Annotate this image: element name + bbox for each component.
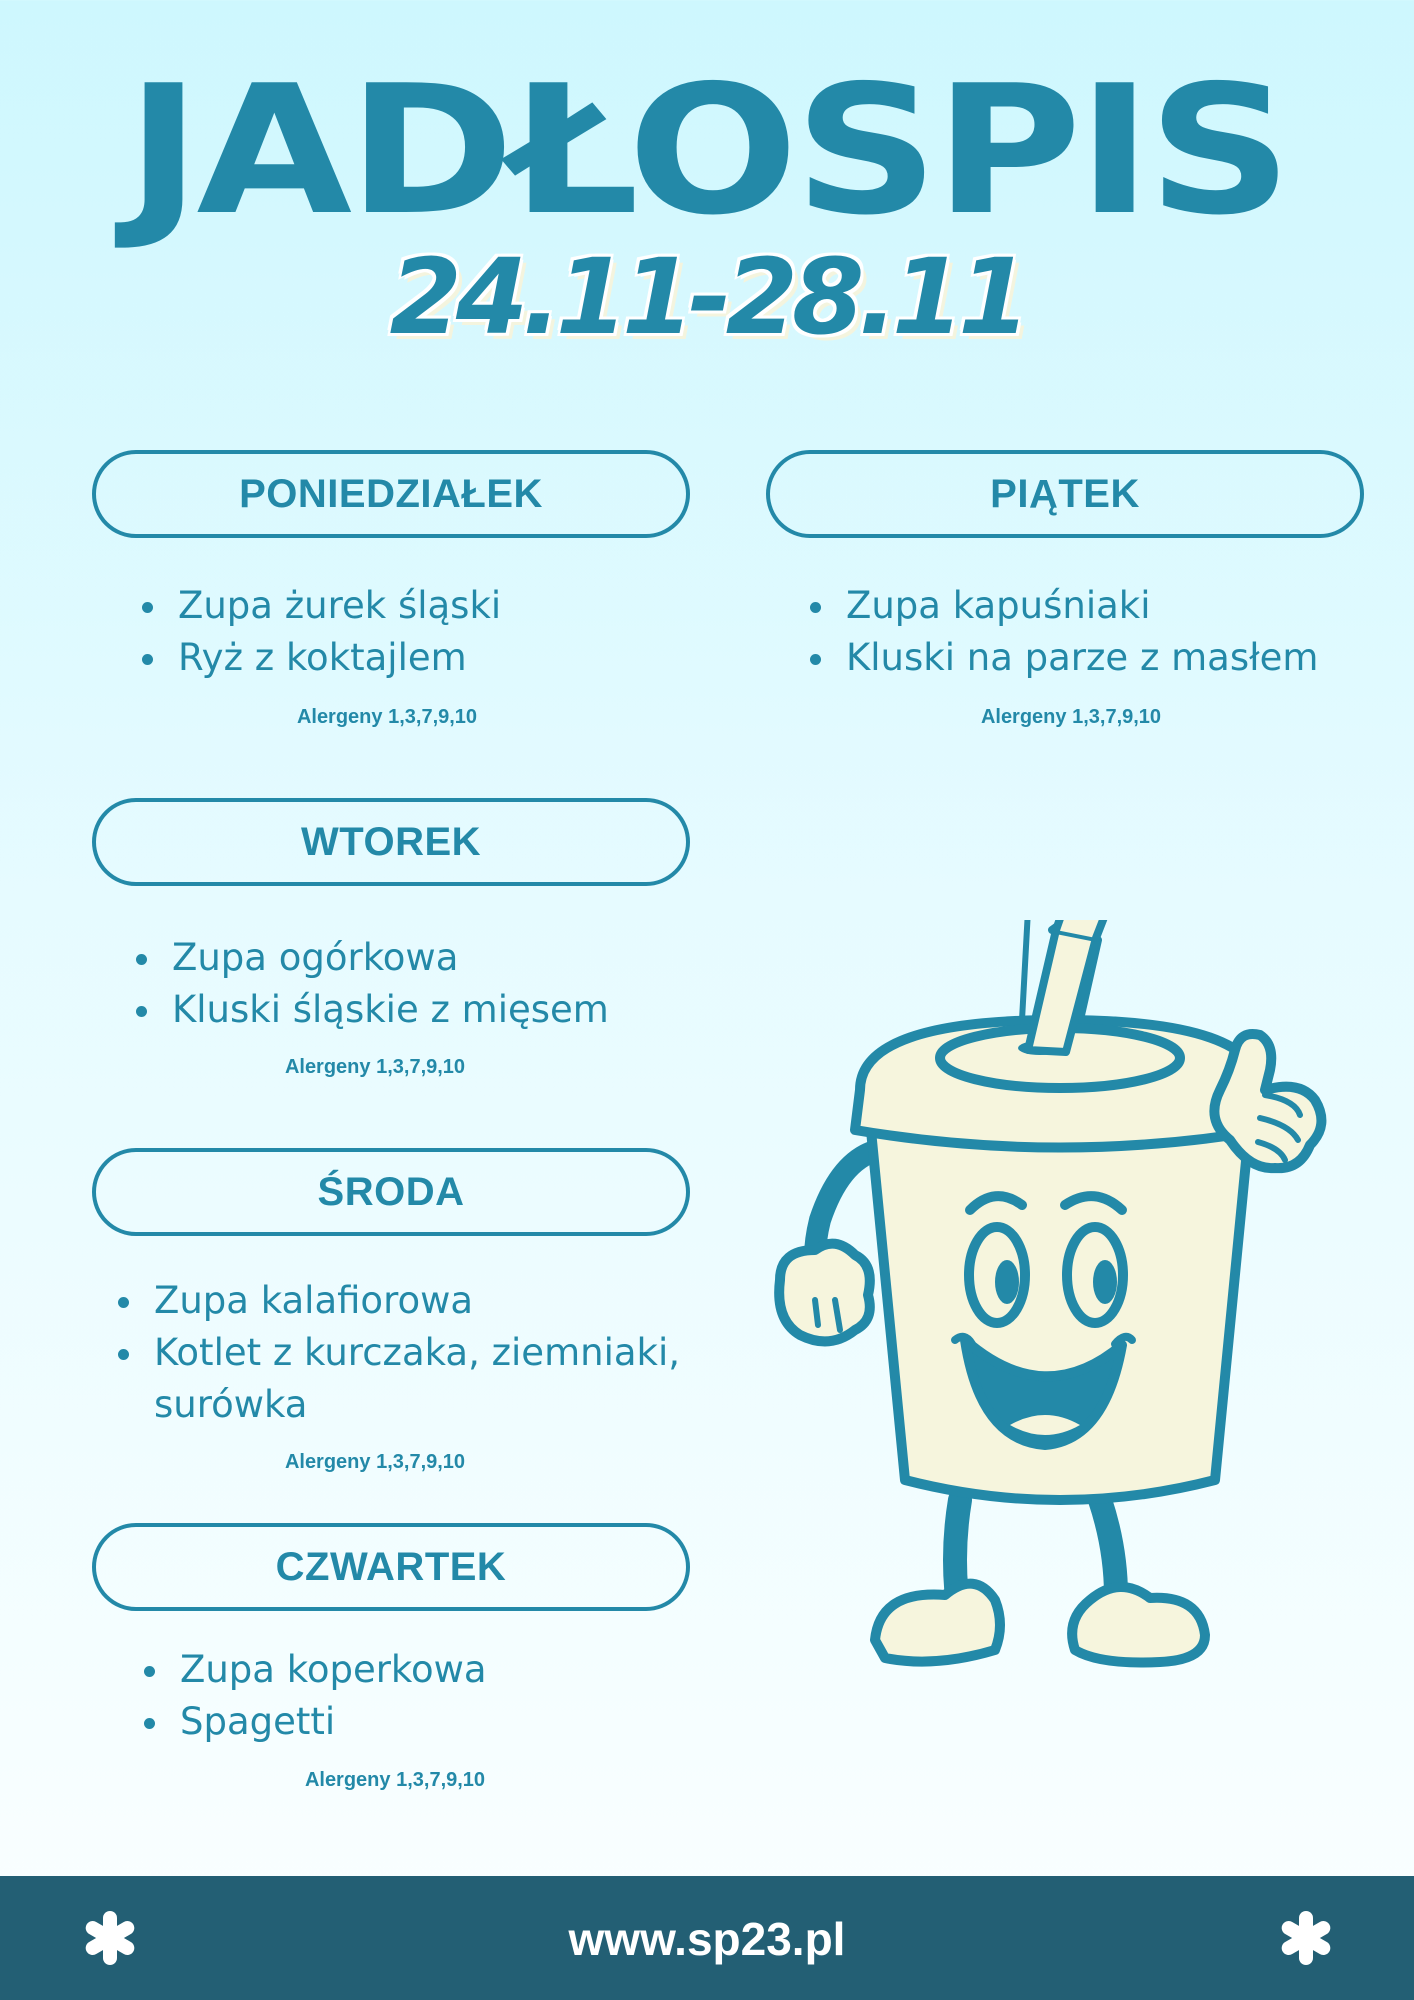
page-title: JADŁOSPIS bbox=[126, 47, 1288, 254]
allergens-monday: Alergeny 1,3,7,9,10 bbox=[296, 706, 478, 728]
list-item: Zupa żurek śląski bbox=[140, 580, 501, 632]
list-item: Ryż z koktajlem bbox=[140, 632, 501, 684]
asterisk-icon bbox=[1278, 1910, 1334, 1966]
list-item: Kluski na parze z masłem bbox=[808, 632, 1368, 684]
day-header-tuesday: WTOREK bbox=[92, 798, 690, 886]
allergens-friday: Alergeny 1,3,7,9,10 bbox=[980, 706, 1162, 728]
website-link[interactable]: www.sp23.pl bbox=[568, 1913, 846, 1965]
list-item: Zupa koperkowa bbox=[142, 1644, 487, 1696]
date-range: 24.11-28.11 bbox=[389, 236, 1025, 358]
day-header-friday: PIĄTEK bbox=[766, 450, 1364, 538]
list-item: Spagetti bbox=[142, 1696, 487, 1748]
list-item: Zupa ogórkowa bbox=[134, 932, 609, 984]
day-header-thursday: CZWARTEK bbox=[92, 1523, 690, 1611]
menu-list-friday bbox=[808, 580, 1368, 684]
menu-list-thursday bbox=[142, 1644, 487, 1748]
menu-list-tuesday bbox=[134, 932, 609, 1036]
list-item: Zupa kalafiorowa bbox=[116, 1275, 716, 1327]
day-header-wednesday: ŚRODA bbox=[92, 1148, 690, 1236]
allergens-thursday: Alergeny 1,3,7,9,10 bbox=[304, 1769, 486, 1791]
menu-list-wednesday bbox=[116, 1275, 716, 1431]
day-header-monday: PONIEDZIAŁEK bbox=[92, 450, 690, 538]
allergens-wednesday: Alergeny 1,3,7,9,10 bbox=[284, 1451, 466, 1473]
list-item: Kotlet z kurczaka, ziemniaki, surówka bbox=[116, 1327, 716, 1431]
allergens-tuesday: Alergeny 1,3,7,9,10 bbox=[284, 1056, 466, 1078]
list-item: Kluski śląskie z mięsem bbox=[134, 984, 609, 1036]
menu-list-monday bbox=[140, 580, 501, 684]
smiling-cup-mascot-illustration bbox=[760, 920, 1360, 1680]
list-item: Zupa kapuśniaki bbox=[808, 580, 1368, 632]
footer-bar bbox=[0, 1876, 1414, 2000]
